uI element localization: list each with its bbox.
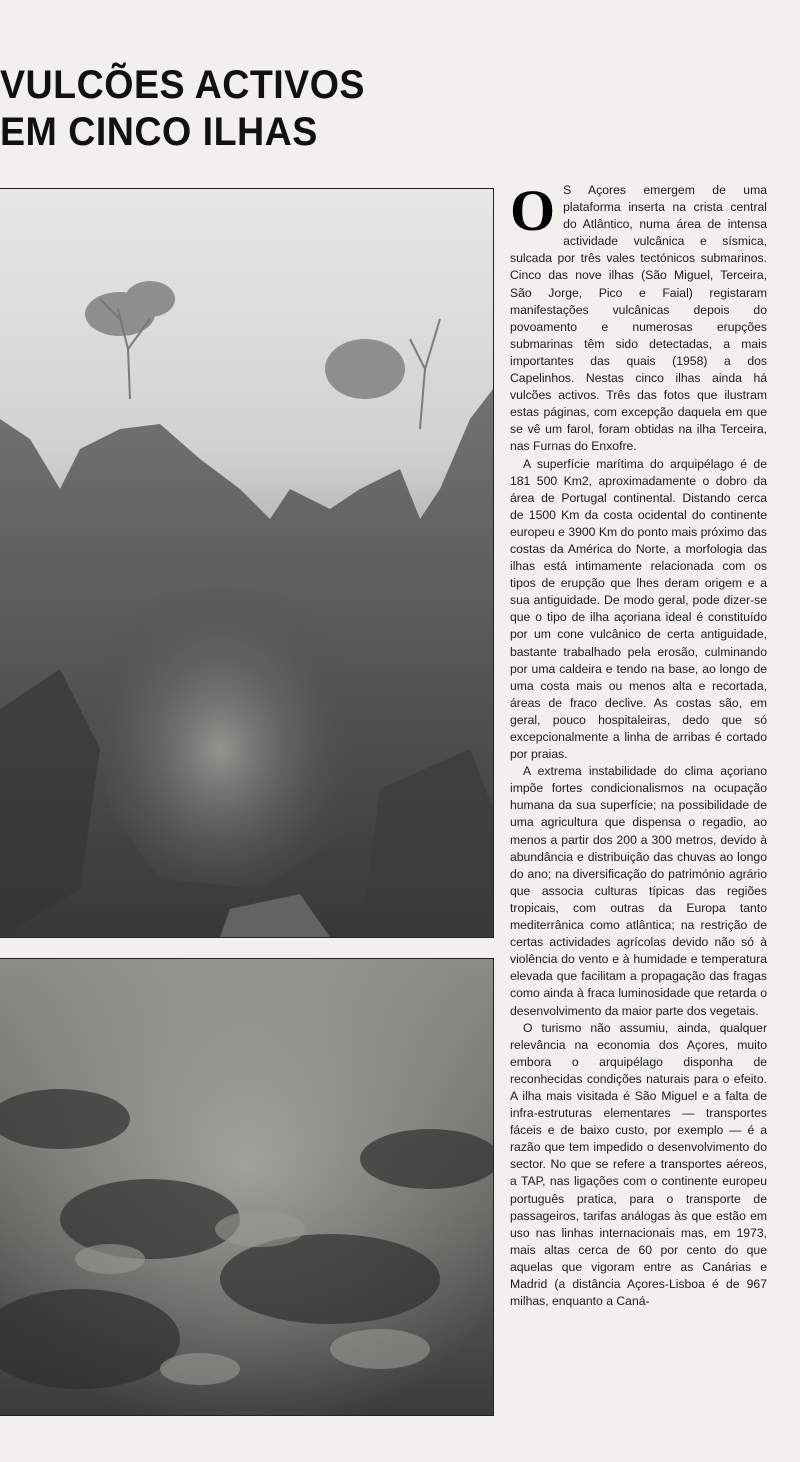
- photo-rocks-in-mist: [0, 188, 494, 938]
- paragraph-text: S Açores emergem de uma plataforma inserta na crista central do Atlântico, numa área de intensa actividade vulcânica e sísmica, sulcada por três vales tectónicos submarinos. Cinco das nove ilhas (São Miguel, Terceira, São Jorge, Pico e Faial) registaram manifestações vulcânicas depois do povoamento e numerosas erupções submarinas têm sido detectadas, a mais importantes das quais (1958) a dos Capelinhos. Nestas cinco ilhas ainda há vulcões activos. Três das fotos que ilustram estas páginas, com excepção daquela em que se vê um farol, foram obtidas na ilha Terceira, nas Furnas do Enxofre.: [510, 183, 767, 454]
- photo-steaming-vegetation-image: [0, 959, 493, 1415]
- title-line-2: EM CINCO ILHAS: [0, 110, 318, 154]
- article-body: [510, 178, 767, 1310]
- article-paragraph: O turismo não assumiu, ainda, qualquer relevância na economia dos Açores, muito embora o arquipélago disponha de reconhecidas condições naturais para o efeito. A ilha mais visitada é São Miguel e a falta de infra-estruturas elementares — transportes fáceis e de baixo custo, por exemplo — é a razão que tem impedido o desenvolvimento do sector. No que se refere a transportes aéreos, a TAP, nas ligações com o continente europeu português pratica, para o transporte de passageiros, tarifas análogas às que estão em uso nas linhas internacionais mas, em 1973, mais altas cerca de 60 por cento do que aquelas que vigoram entre as Canárias e Madrid (a distância Açores-Lisboa é de 967 milhas, enquanto a Caná-: [510, 1020, 767, 1309]
- article-paragraph: [510, 178, 767, 456]
- photo-rocks-in-mist-image: [0, 189, 493, 937]
- article-title: [0, 62, 395, 156]
- photo-steaming-vegetation: [0, 958, 494, 1416]
- drop-cap: O: [510, 178, 556, 243]
- article-paragraph: A superfície marítima do arquipélago é de 181 500 Km2, aproximadamente o dobro da área de Portugal continental. Distando cerca de 1500 Km da costa ocidental do continente europeu e 3900 Km do ponto mais próximo das costas da América do Norte, a morfologia das ilhas está intimamente relacionada com os tipos de erupção que lhes deram origem e a sua antiguidade. De modo geral, pode dizer-se que o tipo de ilha açoriana ideal é constituído por um cone vulcânico de certa antiguidade, bastante trabalhado pela erosão, culminando por uma caldeira e tendo na base, ao longo de uma costa mais ou menos alta e recortada, áreas de fraco declive. As costas são, em geral, pouco hospitaleiras, dedo que só excepcionalmente a linha de arribas é cortado por praias.: [510, 456, 767, 762]
- article-paragraph: A extrema instabilidade do clima açoriano impõe fortes condicionalismos na ocupação humana da sua superfície; na possibilidade de uma agricultura que dispensa o regadio, ao menos a partir dos 200 a 300 metros, devido à abundância e distribuição das chuvas ao longo do ano; na diversificação do património agrário que associa culturas típicas das regiões tropicais, com outras da Europa tanto mediterrânica como atlântica; na restrição de certas actividades agrícolas devido não só à violência do vento e à humidade e temperatura elevada que facilitam a propagação das fragas como ainda à fraca luminosidade que retarda o desenvolvimento da maior parte dos vegetais.: [510, 764, 767, 1018]
- title-line-1: VULCÕES ACTIVOS: [0, 63, 365, 107]
